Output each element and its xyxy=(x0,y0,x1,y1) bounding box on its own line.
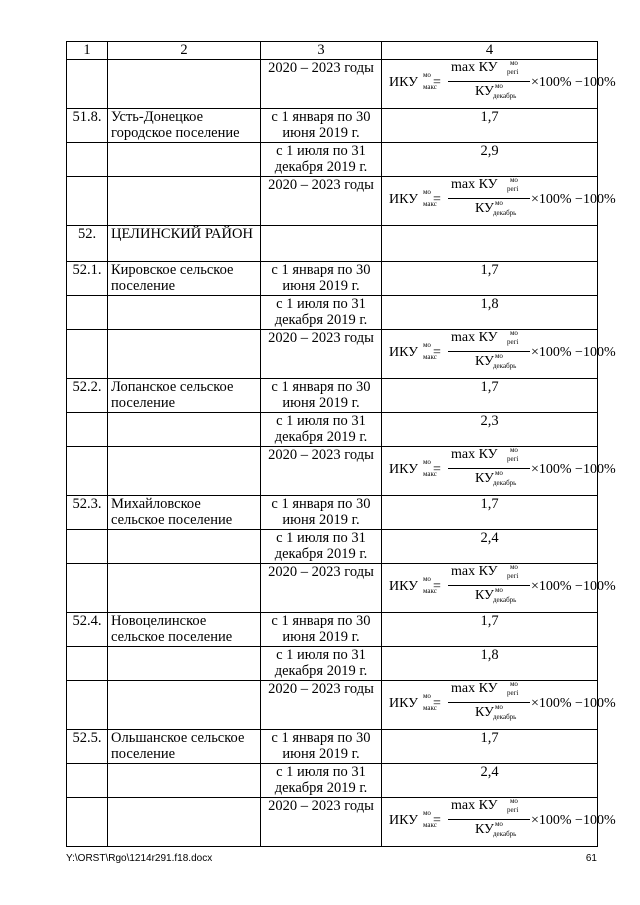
formula-numerator-subscript: регi xyxy=(507,572,519,580)
row-value: 1,8 xyxy=(382,296,598,330)
formula-numerator-superscript: мо xyxy=(510,329,518,337)
row-period: 2020 – 2023 годы xyxy=(261,60,382,109)
formula-lhs-superscript: мо xyxy=(423,341,431,349)
formula-equals: = xyxy=(433,579,441,594)
tariff-table xyxy=(66,41,616,847)
row-name xyxy=(108,413,261,447)
table-row xyxy=(67,530,598,564)
row-number: 52. xyxy=(67,226,108,262)
formula-lhs: ИКУ xyxy=(389,696,419,711)
row-value: 1,7 xyxy=(382,730,598,764)
formula-tail: ×100% −100% xyxy=(531,813,616,828)
row-name: Кировское сельское поселение xyxy=(108,262,261,296)
row-period: с 1 января по 30 июня 2019 г. xyxy=(261,496,382,530)
row-number: 52.1. xyxy=(67,262,108,296)
row-formula-cell xyxy=(382,329,616,379)
row-name: Михайловское сельское поселение xyxy=(108,496,261,530)
row-value: 1,7 xyxy=(382,379,598,413)
row-period: с 1 июля по 31 декабря 2019 г. xyxy=(261,764,382,798)
row-number xyxy=(67,413,108,447)
formula-denominator: КУ xyxy=(475,822,494,837)
formula-tail: ×100% −100% xyxy=(531,192,616,207)
table-row xyxy=(67,296,598,330)
formula-lhs: ИКУ xyxy=(389,813,419,828)
row-period: 2020 – 2023 годы xyxy=(261,564,382,613)
row-period: 2020 – 2023 годы xyxy=(261,447,382,496)
row-value: 1,7 xyxy=(382,613,598,647)
formula-numerator-subscript: регi xyxy=(507,338,519,346)
index-formula xyxy=(385,176,616,223)
formula-denominator: КУ xyxy=(475,705,494,720)
table-row xyxy=(67,447,598,496)
formula-denominator-subscript: декабрь xyxy=(493,596,517,604)
formula-denominator: КУ xyxy=(475,471,494,486)
fraction-bar xyxy=(448,351,530,352)
formula-denominator-subscript: декабрь xyxy=(493,713,517,721)
row-number xyxy=(67,330,108,379)
row-number xyxy=(67,447,108,496)
row-number xyxy=(67,60,108,109)
index-formula xyxy=(385,680,616,727)
row-period: с 1 января по 30 июня 2019 г. xyxy=(261,109,382,143)
formula-numerator-superscript: мо xyxy=(510,563,518,571)
row-name: ЦЕЛИНСКИЙ РАЙОН xyxy=(108,226,261,262)
fraction-bar xyxy=(448,198,530,199)
formula-lhs-subscript: макс xyxy=(423,704,437,712)
row-name xyxy=(108,447,261,496)
formula-denominator-subscript: декабрь xyxy=(493,479,517,487)
index-formula xyxy=(385,563,616,610)
row-number: 52.3. xyxy=(67,496,108,530)
row-number xyxy=(67,530,108,564)
formula-numerator-subscript: регi xyxy=(507,68,519,76)
row-value: 1,8 xyxy=(382,647,598,681)
formula-lhs-subscript: макс xyxy=(423,83,437,91)
table-row xyxy=(67,379,598,413)
formula-denominator: КУ xyxy=(475,354,494,369)
formula-lhs-superscript: мо xyxy=(423,71,431,79)
row-name xyxy=(108,530,261,564)
formula-denominator-superscript: мо xyxy=(495,820,503,828)
formula-denominator-superscript: мо xyxy=(495,352,503,360)
formula-equals: = xyxy=(433,75,441,90)
table-row xyxy=(67,177,598,226)
row-formula-cell xyxy=(382,680,616,730)
formula-lhs-superscript: мо xyxy=(423,692,431,700)
fraction-bar xyxy=(448,468,530,469)
index-formula xyxy=(385,59,616,106)
header-col-2: 2 xyxy=(108,42,261,60)
row-period: с 1 января по 30 июня 2019 г. xyxy=(261,262,382,296)
header-col-3: 3 xyxy=(261,42,382,60)
formula-numerator: max КУ xyxy=(451,177,498,192)
row-formula-cell xyxy=(382,563,616,613)
row-period: с 1 июля по 31 декабря 2019 г. xyxy=(261,296,382,330)
formula-lhs: ИКУ xyxy=(389,579,419,594)
row-value: 1,7 xyxy=(382,109,598,143)
fraction-bar xyxy=(448,81,530,82)
formula-denominator-subscript: декабрь xyxy=(493,362,517,370)
row-period: 2020 – 2023 годы xyxy=(261,330,382,379)
formula-numerator-subscript: регi xyxy=(507,185,519,193)
index-formula xyxy=(385,446,616,493)
table-row xyxy=(67,496,598,530)
row-value: 1,7 xyxy=(382,262,598,296)
row-value: 2,9 xyxy=(382,143,598,177)
row-period: с 1 января по 30 июня 2019 г. xyxy=(261,730,382,764)
formula-denominator-superscript: мо xyxy=(495,703,503,711)
formula-lhs: ИКУ xyxy=(389,192,419,207)
table-header-row xyxy=(67,42,598,60)
table-row xyxy=(67,262,598,296)
formula-lhs: ИКУ xyxy=(389,462,419,477)
formula-numerator: max КУ xyxy=(451,60,498,75)
formula-equals: = xyxy=(433,345,441,360)
formula-numerator-superscript: мо xyxy=(510,59,518,67)
formula-lhs-subscript: макс xyxy=(423,353,437,361)
formula-lhs-subscript: макс xyxy=(423,821,437,829)
formula-lhs-subscript: макс xyxy=(423,200,437,208)
formula-tail: ×100% −100% xyxy=(531,75,616,90)
row-period: 2020 – 2023 годы xyxy=(261,177,382,226)
footer-page-number: 61 xyxy=(585,853,597,864)
formula-numerator-superscript: мо xyxy=(510,680,518,688)
formula-denominator-superscript: мо xyxy=(495,586,503,594)
formula-numerator-subscript: регi xyxy=(507,806,519,814)
header-col-4: 4 xyxy=(382,42,598,60)
formula-numerator: max КУ xyxy=(451,330,498,345)
row-number xyxy=(67,564,108,613)
row-value: 2,3 xyxy=(382,413,598,447)
formula-numerator-subscript: регi xyxy=(507,689,519,697)
formula-lhs: ИКУ xyxy=(389,345,419,360)
row-period: с 1 июля по 31 декабря 2019 г. xyxy=(261,530,382,564)
table-row xyxy=(67,60,598,109)
row-name xyxy=(108,798,261,847)
row-name xyxy=(108,143,261,177)
row-name: Лопанское сельское поселение xyxy=(108,379,261,413)
row-name xyxy=(108,296,261,330)
formula-denominator-superscript: мо xyxy=(495,469,503,477)
row-name xyxy=(108,647,261,681)
index-formula xyxy=(385,797,616,844)
row-period xyxy=(261,226,382,262)
row-formula-cell xyxy=(382,176,616,226)
fraction-bar xyxy=(448,702,530,703)
formula-numerator-subscript: регi xyxy=(507,455,519,463)
formula-denominator-subscript: декабрь xyxy=(493,830,517,838)
row-period: с 1 июля по 31 декабря 2019 г. xyxy=(261,143,382,177)
formula-denominator-subscript: декабрь xyxy=(493,209,517,217)
fraction-bar xyxy=(448,585,530,586)
formula-denominator-subscript: декабрь xyxy=(493,92,517,100)
formula-lhs-superscript: мо xyxy=(423,458,431,466)
formula-denominator-superscript: мо xyxy=(495,199,503,207)
formula-numerator: max КУ xyxy=(451,798,498,813)
row-number xyxy=(67,798,108,847)
table-row xyxy=(67,226,598,262)
row-name xyxy=(108,60,261,109)
fraction-bar xyxy=(448,819,530,820)
formula-numerator: max КУ xyxy=(451,564,498,579)
formula-denominator: КУ xyxy=(475,588,494,603)
formula-lhs-superscript: мо xyxy=(423,188,431,196)
row-period: с 1 января по 30 июня 2019 г. xyxy=(261,613,382,647)
table-row xyxy=(67,109,598,143)
formula-equals: = xyxy=(433,462,441,477)
row-formula-cell xyxy=(382,59,616,109)
formula-denominator: КУ xyxy=(475,84,494,99)
row-value: 1,7 xyxy=(382,496,598,530)
row-name: Новоцелинское сельское поселение xyxy=(108,613,261,647)
row-number: 52.5. xyxy=(67,730,108,764)
table-row xyxy=(67,730,598,764)
table-row xyxy=(67,681,598,730)
table-row xyxy=(67,330,598,379)
row-number xyxy=(67,764,108,798)
table-row xyxy=(67,647,598,681)
row-value: 2,4 xyxy=(382,530,598,564)
formula-lhs-superscript: мо xyxy=(423,809,431,817)
formula-numerator: max КУ xyxy=(451,681,498,696)
formula-numerator: max КУ xyxy=(451,447,498,462)
row-name xyxy=(108,177,261,226)
formula-numerator-superscript: мо xyxy=(510,446,518,454)
row-period: с 1 января по 30 июня 2019 г. xyxy=(261,379,382,413)
row-period: 2020 – 2023 годы xyxy=(261,798,382,847)
row-value: 2,4 xyxy=(382,764,598,798)
table-row xyxy=(67,798,598,847)
formula-lhs-subscript: макс xyxy=(423,587,437,595)
row-number xyxy=(67,296,108,330)
row-number xyxy=(67,177,108,226)
row-number: 52.2. xyxy=(67,379,108,413)
table-row xyxy=(67,143,598,177)
row-formula-cell xyxy=(382,446,616,496)
formula-equals: = xyxy=(433,813,441,828)
formula-equals: = xyxy=(433,192,441,207)
table-row xyxy=(67,764,598,798)
row-number xyxy=(67,143,108,177)
table-row xyxy=(67,613,598,647)
formula-lhs-subscript: макс xyxy=(423,470,437,478)
row-name xyxy=(108,681,261,730)
row-name xyxy=(108,330,261,379)
row-name xyxy=(108,764,261,798)
row-empty xyxy=(382,226,598,262)
row-name: Усть-Донецкое городское поселение xyxy=(108,109,261,143)
row-period: 2020 – 2023 годы xyxy=(261,681,382,730)
row-period: с 1 июля по 31 декабря 2019 г. xyxy=(261,413,382,447)
formula-tail: ×100% −100% xyxy=(531,579,616,594)
row-number xyxy=(67,681,108,730)
formula-tail: ×100% −100% xyxy=(531,696,616,711)
formula-numerator-superscript: мо xyxy=(510,176,518,184)
row-number: 51.8. xyxy=(67,109,108,143)
formula-lhs-superscript: мо xyxy=(423,575,431,583)
row-formula-cell xyxy=(382,797,616,847)
row-period: с 1 июля по 31 декабря 2019 г. xyxy=(261,647,382,681)
row-number xyxy=(67,647,108,681)
table-row xyxy=(67,564,598,613)
index-formula xyxy=(385,329,616,376)
footer-file-path: Y:\ORST\Rgo\1214r291.f18.docx xyxy=(66,853,213,864)
formula-denominator: КУ xyxy=(475,201,494,216)
formula-numerator-superscript: мо xyxy=(510,797,518,805)
row-name xyxy=(108,564,261,613)
formula-tail: ×100% −100% xyxy=(531,462,616,477)
table-row xyxy=(67,413,598,447)
formula-tail: ×100% −100% xyxy=(531,345,616,360)
formula-denominator-superscript: мо xyxy=(495,82,503,90)
row-name: Ольшанское сельское поселение xyxy=(108,730,261,764)
formula-equals: = xyxy=(433,696,441,711)
row-number: 52.4. xyxy=(67,613,108,647)
formula-lhs: ИКУ xyxy=(389,75,419,90)
header-col-1: 1 xyxy=(67,42,108,60)
